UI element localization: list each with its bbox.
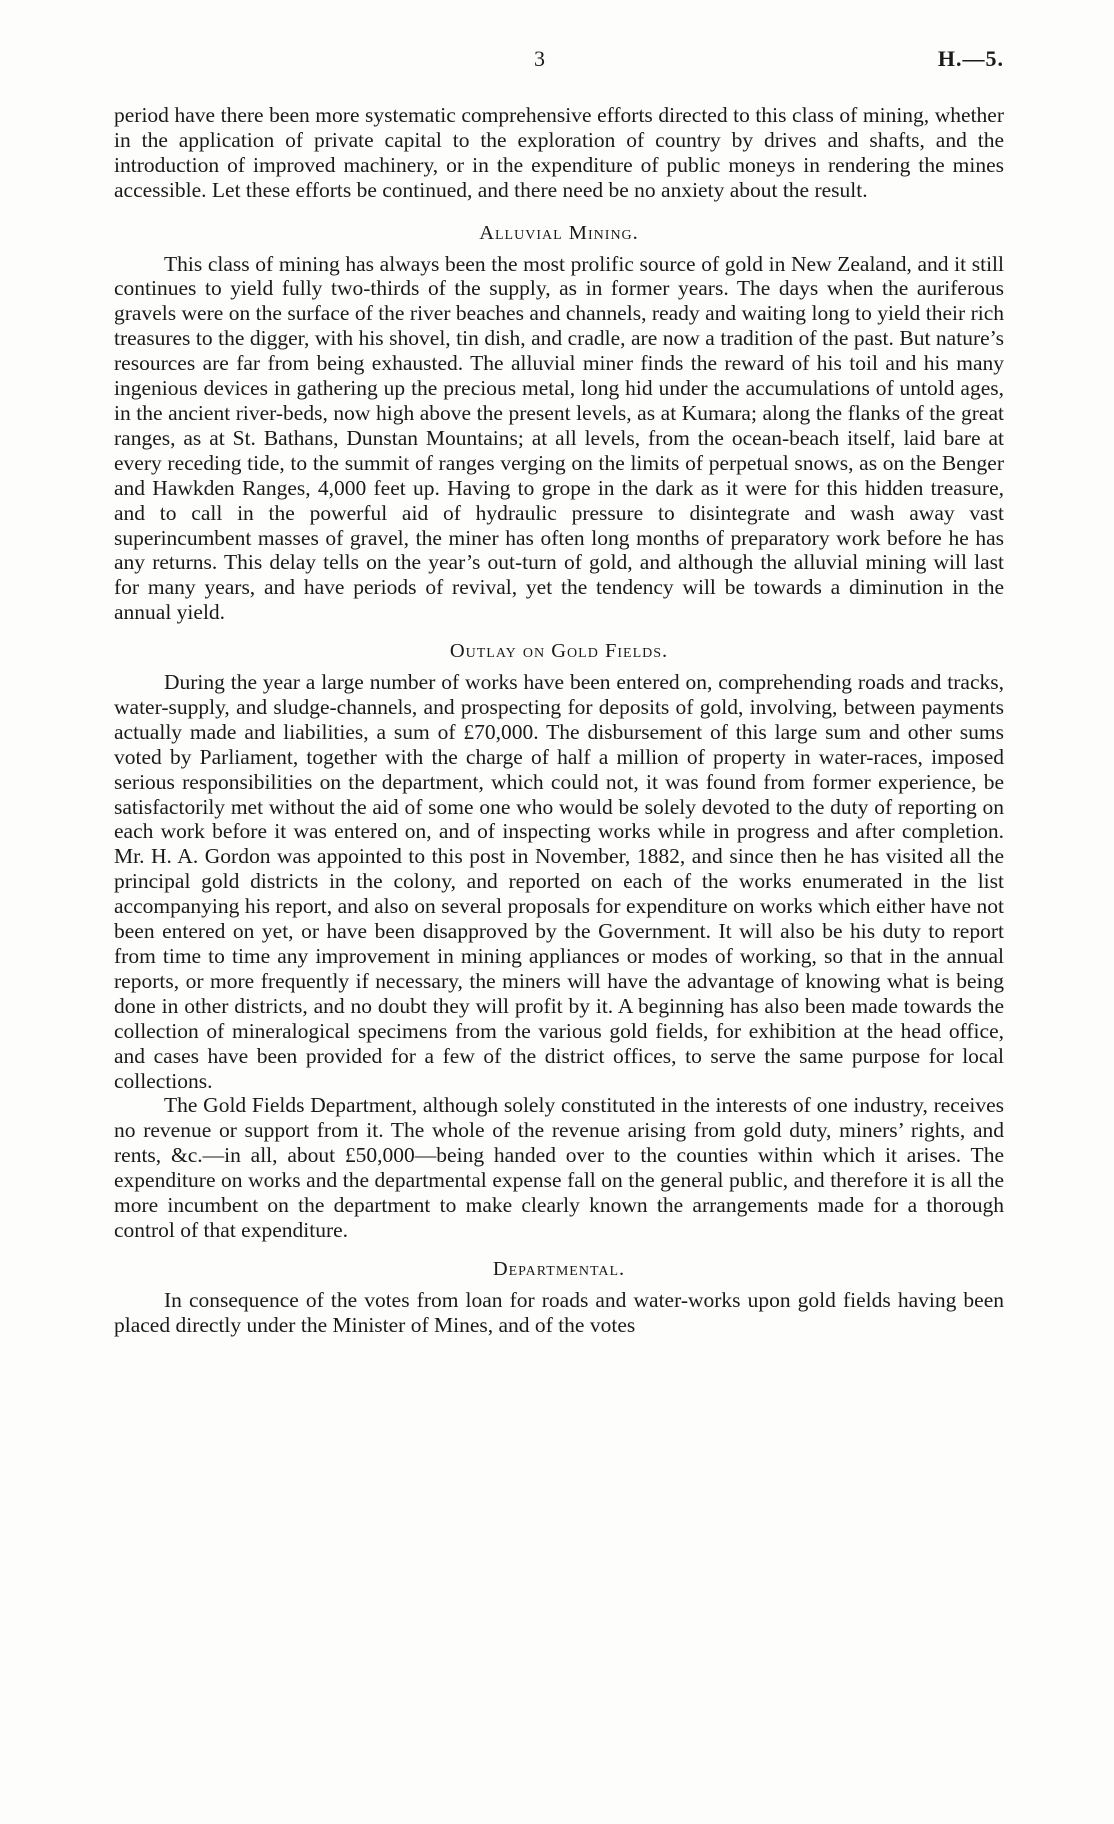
document-code: H.—5. [937,46,1004,71]
departmental-heading: Departmental. [492,1257,626,1280]
intro-paragraph: period have there been more systematic comprehensive efforts directed to this class of mining, whether in the application of private capital to the exploration of country by drives and shafts, and the introduction of improved machinery, or in the expenditure of public moneys in rendering the mines accessible. Let these efforts be continued, and there need be no anxiety about the result. [114,103,1004,202]
outlay-paragraph-1: During the year a large number of works have been entered on, comprehending roads and tracks, water-supply, and sludge-channels, and prospecting for deposits of gold, involving, between payments actually made and liabilities, a sum of £70,000. The disbursement of this large sum and other sums voted by Parliament, together with the charge of half a million of property in water-races, imposed serious responsibilities on the department, which could not, it was found from former experience, be satisfactorily met without the aid of some one who would be solely devoted to the duty of reporting on each work before it was entered on, and of inspecting works while in progress and after completion. Mr. H. A. Gordon was appointed to this post in November, 1882, and since then he has visited all the principal gold districts in the colony, and reported on each of the works enumerated in the list accompanying his report, and also on several proposals for expenditure on works which either have not been entered on yet, or have been disapproved by the Government. It will also be his duty to report from time to time any improvement in mining appliances or modes of working, so that in the annual reports, or more frequently if necessary, the miners will have the advantage of knowing what is being done in other districts, and no doubt they will profit by it. A beginning has also been made towards the collection of mineralogical specimens from the various gold fields, for exhibition at the head office, and cases have been provided for a few of the district offices, to serve the same purpose for local collections. [114,670,1004,1093]
outlay-heading: Outlay on Gold Fields. [449,640,669,663]
departmental-paragraph: In consequence of the votes from loan for roads and water-works upon gold fields having been placed directly under the Minister of Mines, and of the votes [114,1287,1004,1337]
page-header [0,46,1114,76]
page-number: 3 [534,46,545,71]
alluvial-mining-paragraph: This class of mining has always been the most prolific source of gold in New Zealand, and it still continues to yield fully two-thirds of the supply, as in former years. The days when the auriferous gravels were on the surface of the river beaches and channels, ready and waiting long to yield their rich treasures to the digger, with his shovel, tin dish, and cradle, are now a tradition of the past. But nature’s resources are far from being exhausted. The alluvial miner finds the reward of his toil and his many ingenious devices in gathering up the precious metal, long hid under the accumulations of untold ages, in the ancient river-beds, now high above the present levels, as at Kumara; along the flanks of the great ranges, as at St. Bathans, Dunstan Mountains; at all levels, from the ocean-beach itself, laid bare at every receding tide, to the summit of ranges verging on the limits of perpetual snows, as on the Benger and Hawkden Ranges, 4,000 feet up. Having to grope in the dark as it were for this hidden treasure, and to call in the powerful aid of hydraulic pressure to disintegrate and wash away vast superincumbent masses of gravel, the miner has often long months of preparatory work before he has any returns. This delay tells on the year’s out-turn of gold, and although the alluvial mining will last for many years, and have periods of revival, yet the tendency will be towards a diminution in the annual yield. [114,251,1004,625]
outlay-paragraph-2: The Gold Fields Department, although solely constituted in the interests of one industry, receives no revenue or support from it. The whole of the revenue arising from gold duty, miners’ rights, and rents, &c.—in all, about £50,000—being handed over to the counties within which it arises. The expenditure on works and the departmental expense fall on the general public, and therefore it is all the more incumbent on the department to make clearly known the arrangements made for a thorough control of that expenditure. [114,1093,1004,1242]
page-body [114,103,1004,1338]
alluvial-mining-heading: Alluvial Mining. [479,221,639,244]
